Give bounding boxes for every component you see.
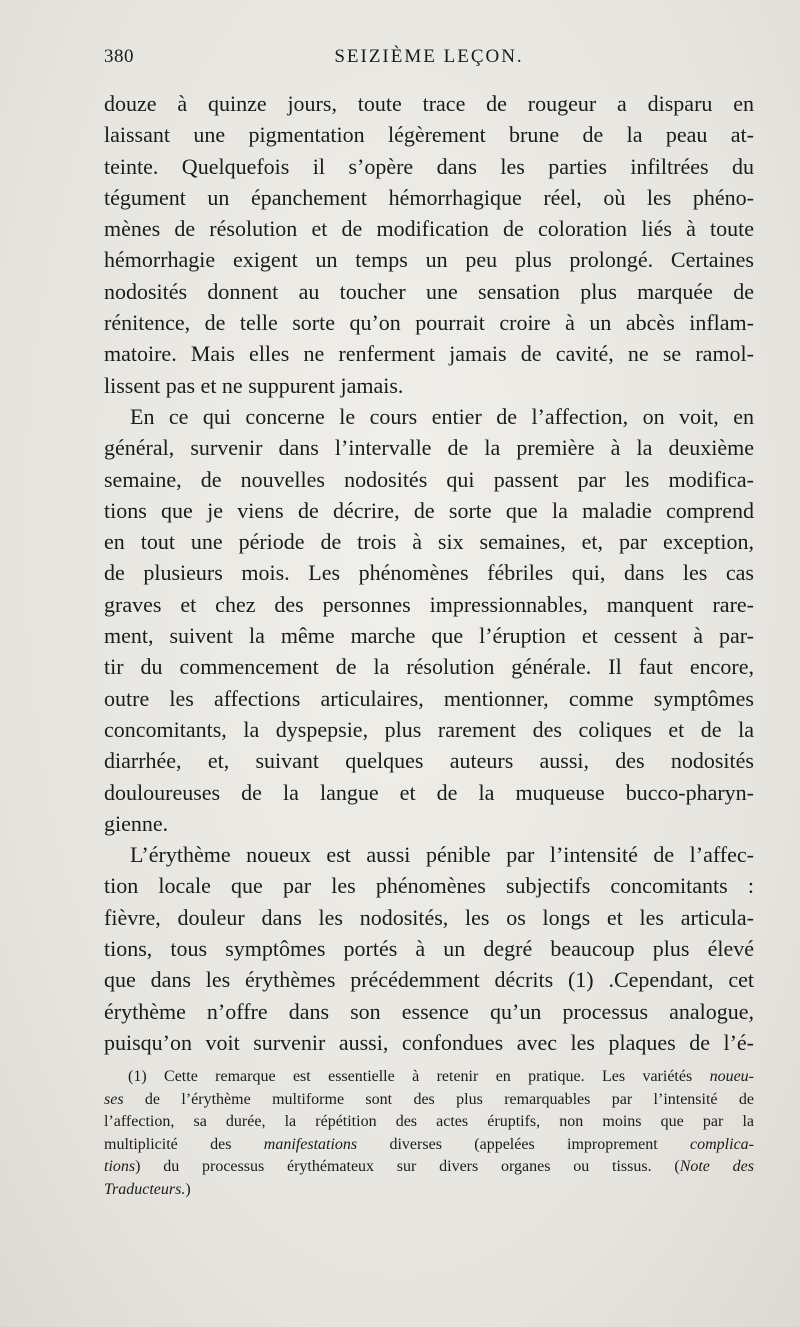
text-line: tégument un épanchement hémorrhagique réel, où les phéno- <box>104 184 754 210</box>
text-line: de plusieurs mois. Les phénomènes fébriles qui, dans les cas <box>104 560 754 586</box>
body-text <box>104 88 754 1058</box>
text-line: En ce qui concerne le cours entier de l’affection, on voit, en <box>130 403 754 429</box>
text-line: tions que je viens de décrire, de sorte que la maladie comprend <box>104 497 754 523</box>
text-line: tion locale que par les phénomènes subjectifs concomitants : <box>104 873 754 899</box>
page-header <box>104 46 754 78</box>
text-line: général, survenir dans l’intervalle de la première à la deuxième <box>104 435 754 461</box>
footnote-line: ses de l’érythème multiforme sont des plus remarquables par l’intensité de <box>104 1090 754 1108</box>
text-line: fièvre, douleur dans les nodosités, les os longs et les articula- <box>104 904 754 930</box>
footnote-line: Traducteurs.) <box>104 1180 191 1198</box>
text-line: laissant une pigmentation légèrement brune de la peau at- <box>104 122 754 148</box>
text-line: gienne. <box>104 810 169 836</box>
text-line: ment, suivent la même marche que l’éruption et cessent à par- <box>104 623 754 649</box>
text-line: L’érythème noueux est aussi pénible par l’intensité de l’affec- <box>130 842 754 868</box>
text-line: teinte. Quelquefois il s’opère dans les parties infiltrées du <box>104 153 754 179</box>
text-line: rénitence, de telle sorte qu’on pourrait croire à un abcès inflam- <box>104 310 754 336</box>
running-title: SEIZIÈME LEÇON. <box>334 46 524 67</box>
text-line: érythème n’offre dans son essence qu’un processus analogue, <box>104 998 754 1024</box>
text-line: matoire. Mais elles ne renferment jamais de cavité, ne se ramol- <box>104 341 754 367</box>
text-line: diarrhée, et, suivant quelques auteurs aussi, des nodosités <box>104 748 754 774</box>
text-line: que dans les érythèmes précédemment décrits (1) .Cependant, cet <box>104 967 754 993</box>
text-line: concomitants, la dyspepsie, plus rarement des coliques et de la <box>104 716 754 742</box>
footnote-line: multiplicité des manifestations diverses (appelées improprement complica- <box>104 1135 754 1153</box>
text-line: douloureuses de la langue et de la muqueuse bucco-pharyn- <box>104 779 754 805</box>
text-line: puisqu’on voit survenir aussi, confondues avec les plaques de l’é- <box>104 1029 754 1055</box>
footnote-line: (1) Cette remarque est essentielle à retenir en pratique. Les variétés noueu- <box>128 1068 754 1085</box>
text-line: douze à quinze jours, toute trace de rougeur a disparu en <box>104 91 754 116</box>
footnote-line: l’affection, sa durée, la répétition des actes éruptifs, non moins que par la <box>104 1113 754 1131</box>
footnote-line: tions) du processus érythémateux sur divers organes ou tissus. (Note des <box>104 1158 754 1176</box>
text-line: tions, tous symptômes portés à un degré beaucoup plus élevé <box>104 936 754 962</box>
text-line: outre les affections articulaires, mentionner, comme symptômes <box>104 685 754 711</box>
text-line: nodosités donnent au toucher une sensation plus marquée de <box>104 278 754 304</box>
footnote <box>104 1066 754 1202</box>
text-line: semaine, de nouvelles nodosités qui passent par les modifica- <box>104 466 754 492</box>
text-line: hémorrhagie exigent un temps un peu plus prolongé. Certaines <box>104 247 754 273</box>
text-line: en tout une période de trois à six semaines, et, par exception, <box>104 529 754 555</box>
text-line: tir du commencement de la résolution générale. Il faut encore, <box>104 654 754 680</box>
page-number: 380 <box>104 46 134 67</box>
text-line: lissent pas et ne suppurent jamais. <box>104 372 404 398</box>
text-line: graves et chez des personnes impressionnables, manquent rare- <box>104 591 754 617</box>
text-line: mènes de résolution et de modification de coloration liés à toute <box>104 216 754 242</box>
